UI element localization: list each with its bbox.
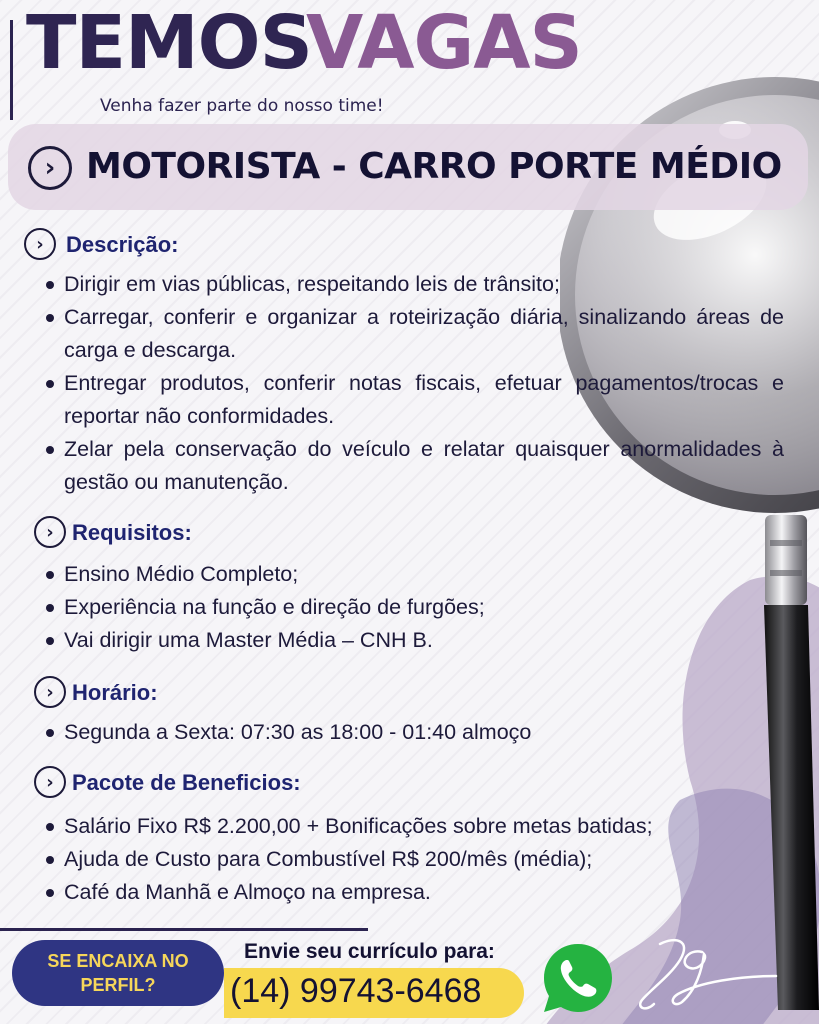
beneficios-list [42,810,782,909]
header-rule [10,20,13,120]
chevron-circle-icon: › [34,766,66,798]
list-item: Dirigir em vias públicas, respeitando leis de trânsito; [42,268,784,301]
headline-vagas: VAGAS [306,0,582,86]
list-item: Segunda a Sexta: 07:30 as 18:00 - 01:40 almoço [42,716,682,749]
brand-logo [620,930,780,1014]
cta-badge [12,940,224,1006]
requisitos-list [42,558,642,657]
footer-rule [0,928,368,931]
section-heading-descricao: Descrição: [66,232,179,257]
list-item: Salário Fixo R$ 2.200,00 + Bonificações sobre metas batidas; [42,810,782,843]
cta-line-2: PERFIL? [80,975,156,995]
list-item: Experiência na função e direção de furgões; [42,591,642,624]
chevron-circle-icon: › [28,146,72,190]
whatsapp-icon[interactable] [540,940,616,1016]
phone-number[interactable]: (14) 99743-6468 [230,972,482,1010]
list-item: Entregar produtos, conferir notas fiscais, efetuar pagamentos/trocas e reportar não conformidades. [42,367,784,433]
list-item: Ensino Médio Completo; [42,558,642,591]
section-heading-requisitos: Requisitos: [72,520,192,545]
section-heading-horario: Horário: [72,680,158,705]
chevron-circle-icon: › [24,228,56,260]
chevron-circle-icon: › [34,516,66,548]
cta-line-1: SE ENCAIXA NO [47,951,189,971]
list-item: Ajuda de Custo para Combustível R$ 200/mês (média); [42,843,782,876]
list-item: Carregar, conferir e organizar a roteirização diária, sinalizando áreas de carga e descarga. [42,301,784,367]
list-item: Zelar pela conservação do veículo e relatar quaisquer anormalidades à gestão ou manutenção. [42,433,784,499]
subtitle: Venha fazer parte do nosso time! [100,96,384,116]
descricao-list [42,268,784,499]
send-resume-label: Envie seu currículo para: [244,940,495,963]
headline-temos: TEMOS [26,0,312,86]
list-item: Vai dirigir uma Master Média – CNH B. [42,624,642,657]
section-heading-beneficios: Pacote de Beneficios: [72,770,301,795]
list-item: Café da Manhã e Almoço na empresa. [42,876,782,909]
chevron-circle-icon: › [34,676,66,708]
job-title: MOTORISTA - CARRO PORTE MÉDIO [86,146,782,187]
horario-list [42,716,682,749]
